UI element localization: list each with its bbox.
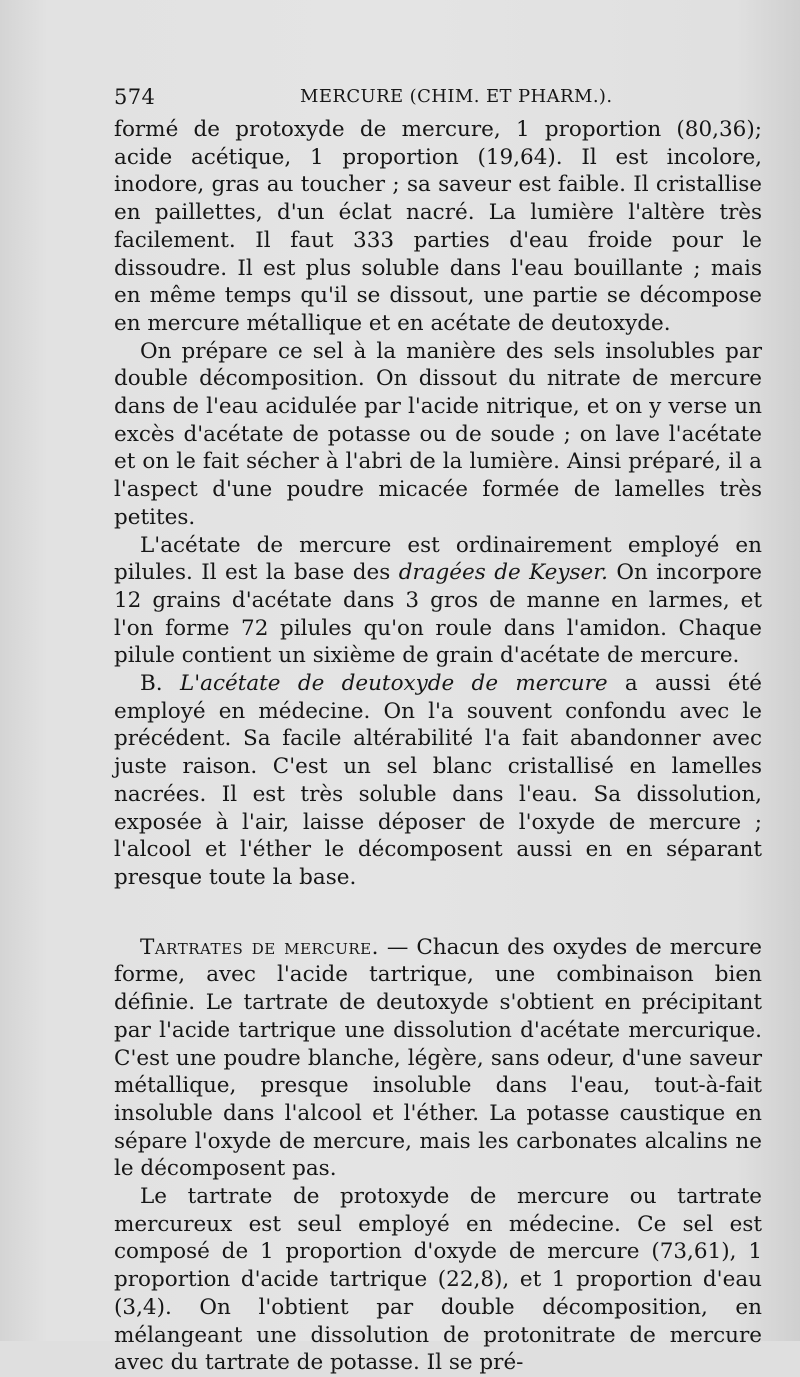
body-text	[114, 116, 762, 1377]
paragraph-2: On prépare ce sel à la manière des sels insolubles par double décomposition. On dissout du nitrate de mercure dans de l'eau acidulée par l'acide nitrique, et on y verse un excès d'acétate de potasse ou de soude ; on lave l'acétate et on le fait sécher à l'abri de la lumière. Ainsi préparé, il a l'aspect d'une poudre micacée formée de lamelles très petites.	[114, 338, 762, 530]
paragraph-4	[114, 670, 762, 892]
running-title: MERCURE (CHIM. ET PHARM.).	[300, 86, 613, 107]
paragraph-3-text-a: L'acétate de mercure est ordinairement employé en pilules. Il est la base des	[114, 532, 762, 586]
paragraph-3-italic-title: dragées de Keyser.	[398, 560, 608, 586]
paragraph-5	[114, 934, 762, 1183]
paragraph-6: Le tartrate de protoxyde de mercure ou tartrate mercureux est seul employé en médecine. Ce sel est composé de 1 proportion d'oxyde de mercure (73,61), 1 proportion d'acide tartrique (22,8), et 1 proportion d'eau (3,4). On l'obtient par double décomposition, en mélangeant une dissolution de protonitrate de mercure avec du tartrate de potasse. Il se pré-	[114, 1184, 762, 1376]
paragraph-1: formé de protoxyde de mercure, 1 proportion (80,36); acide acétique, 1 proportion (19,64). Il est incolore, inodore, gras au toucher ; sa saveur est faible. Il cristallise en paillettes, d'un éclat nacré. La lumière l'altère très facilement. Il faut 333 parties d'eau froide pour le dissoudre. Il est plus soluble dans l'eau bouillante ; mais en même temps qu'il se dissout, une partie se décompose en mercure métallique et en acétate de deutoxyde.	[114, 117, 762, 336]
paragraph-4-text: a aussi été employé en médecine. On l'a souvent confondu avec le précédent. Sa facile altérabilité l'a fait abandonner avec juste raison. C'est un sel blanc cristallisé en lamelles nacrées. Il est très soluble dans l'eau. Sa dissolution, exposée à l'air, laisse déposer de l'oxyde de mercure ; l'alcool et l'éther le décomposent aussi en en séparant presque toute la base.	[114, 671, 763, 890]
paragraph-5-text: — Chacun des oxydes de mercure forme, avec l'acide tartrique, une combinaison bien définie. Le tartrate de deutoxyde s'obtient en précipitant par l'acide tartrique une dissolution d'acétate mercurique. C'est une poudre blanche, légère, sans odeur, d'une saveur métallique, presque insoluble dans l'eau, tout-à-fait insoluble dans l'alcool et l'éther. La potasse caustique en sépare l'oxyde de mercure, mais les carbonates alcalins ne le décomposent pas.	[114, 934, 762, 1182]
page-header	[114, 82, 762, 112]
paragraph-3-text-b: On incorpore 12 grains d'acétate dans 3 gros de manne en larmes, et l'on forme 72 pilules qu'on roule dans l'amidon. Chaque pilule contient un sixième de grain d'acétate de mercure.	[114, 560, 762, 669]
page-number: 574	[114, 85, 156, 109]
paragraph-4-label: B.	[140, 671, 180, 697]
paragraph-4-italic-term: L'acétate de deutoxyde de mercure	[179, 671, 608, 697]
paragraph-3	[114, 532, 762, 671]
section-heading: Tartrates de mercure.	[140, 934, 379, 960]
